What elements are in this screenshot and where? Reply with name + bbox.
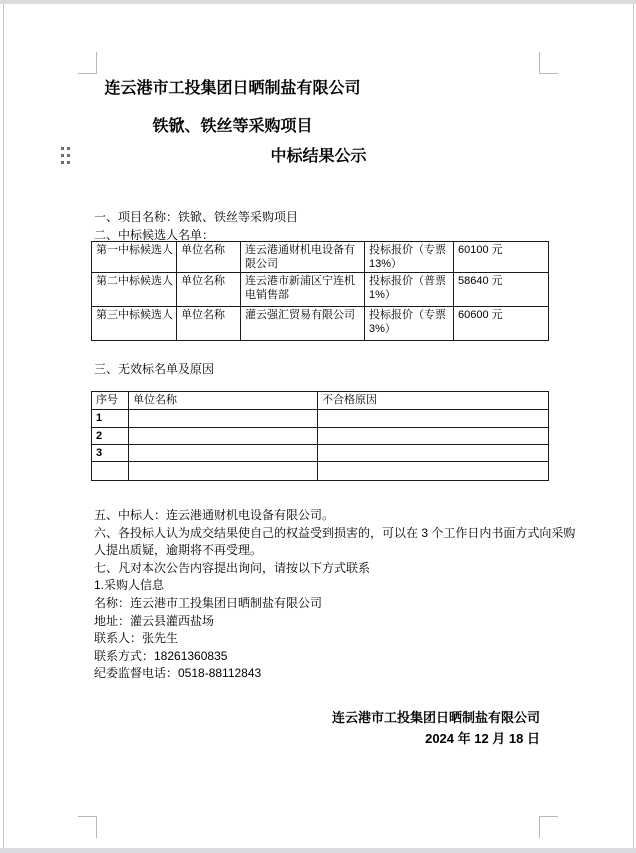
purchaser-name-line: 名称：连云港市工投集团日晒制盐有限公司 bbox=[94, 595, 323, 610]
candidate-company: 灌云强汇贸易有限公司 bbox=[241, 307, 365, 341]
candidates-table bbox=[91, 241, 549, 341]
candidate-quote-label: 投标报价（普票1%） bbox=[365, 273, 454, 307]
purchaser-contact-line: 联系人：张先生 bbox=[94, 631, 179, 646]
candidate-rank: 第一中标候选人 bbox=[92, 242, 177, 273]
seq-cell bbox=[92, 462, 129, 481]
candidate-price: 60100 元 bbox=[454, 242, 549, 273]
candidates-row-1 bbox=[92, 242, 549, 273]
reason-cell bbox=[318, 410, 549, 428]
company-cell bbox=[129, 445, 318, 462]
reason-cell bbox=[318, 445, 549, 462]
invalid-row-2 bbox=[92, 428, 549, 445]
company-cell bbox=[129, 410, 318, 428]
candidate-name-label: 单位名称 bbox=[177, 242, 241, 273]
purchaser-info-heading: 1.采购人信息 bbox=[94, 578, 165, 593]
candidate-rank: 第三中标候选人 bbox=[92, 307, 177, 341]
seq-cell: 1 bbox=[92, 410, 129, 428]
section-project-name: 一、项目名称：铁锨、铁丝等采购项目 bbox=[94, 210, 299, 224]
signature-company: 连云港市工投集团日晒制盐有限公司 bbox=[331, 710, 540, 725]
candidate-price: 58640 元 bbox=[454, 273, 549, 307]
candidate-company: 连云港市新浦区宁连机电销售部 bbox=[241, 273, 365, 307]
section-invalid-heading: 三、无效标名单及原因 bbox=[94, 362, 215, 376]
candidate-name-label: 单位名称 bbox=[177, 307, 241, 341]
invalid-table-header bbox=[92, 392, 549, 410]
header-seq: 序号 bbox=[92, 392, 129, 410]
candidate-quote-label: 投标报价（专票3%） bbox=[365, 307, 454, 341]
signature-block bbox=[4, 707, 540, 749]
purchaser-address-line: 地址：灌云县灌西盐场 bbox=[94, 613, 215, 628]
margin-mark-top-left bbox=[78, 52, 97, 74]
signature-date: 2024 年 12 月 18 日 bbox=[425, 731, 540, 746]
invalid-row-3 bbox=[92, 445, 549, 462]
company-cell bbox=[129, 462, 318, 481]
margin-mark-bottom-right bbox=[539, 816, 558, 838]
seq-cell: 2 bbox=[92, 428, 129, 445]
candidate-price: 60600 元 bbox=[454, 307, 549, 341]
objection-line-1: 六、各投标人认为成交结果使自己的权益受到损害的，可以在 3 个工作日内书面方式向采购 bbox=[94, 525, 576, 540]
margin-mark-top-right bbox=[539, 52, 558, 74]
reason-cell bbox=[318, 462, 549, 481]
invalid-row-1 bbox=[92, 410, 549, 428]
seq-cell: 3 bbox=[92, 445, 129, 462]
document-page bbox=[3, 4, 634, 848]
purchaser-phone-line: 联系方式：18261360835 bbox=[94, 648, 228, 663]
inquiry-line: 七、凡对本次公告内容提出询问，请按以下方式联系 bbox=[94, 560, 371, 575]
title-announcement: 中标结果公示 bbox=[270, 148, 367, 165]
candidate-quote-label: 投标报价（专票13%） bbox=[365, 242, 454, 273]
title-company: 连云港市工投集团日晒制盐有限公司 bbox=[104, 80, 361, 97]
body-paragraphs bbox=[94, 507, 576, 683]
title-project: 铁锨、铁丝等采购项目 bbox=[152, 118, 313, 135]
objection-line-2: 人提出质疑，逾期将不再受理。 bbox=[94, 543, 263, 558]
candidate-name-label: 单位名称 bbox=[177, 273, 241, 307]
reason-cell bbox=[318, 428, 549, 445]
header-company: 单位名称 bbox=[129, 392, 318, 410]
candidates-row-3 bbox=[92, 307, 549, 341]
candidate-rank: 第二中标候选人 bbox=[92, 273, 177, 307]
company-cell bbox=[129, 428, 318, 445]
invalid-row-4 bbox=[92, 462, 549, 481]
header-reason: 不合格原因 bbox=[318, 392, 549, 410]
invalid-bids-table bbox=[91, 391, 549, 481]
winner-line: 五、中标人：连云港通财机电设备有限公司。 bbox=[94, 508, 335, 522]
section-candidates-heading: 二、中标候选人名单： bbox=[94, 228, 215, 242]
candidates-row-2 bbox=[92, 273, 549, 307]
margin-mark-bottom-left bbox=[78, 816, 97, 838]
candidate-company: 连云港通财机电设备有限公司 bbox=[241, 242, 365, 273]
canvas-bottom-strip bbox=[0, 848, 636, 853]
purchaser-supervision-line: 纪委监督电话：0518-88112843 bbox=[94, 666, 262, 681]
